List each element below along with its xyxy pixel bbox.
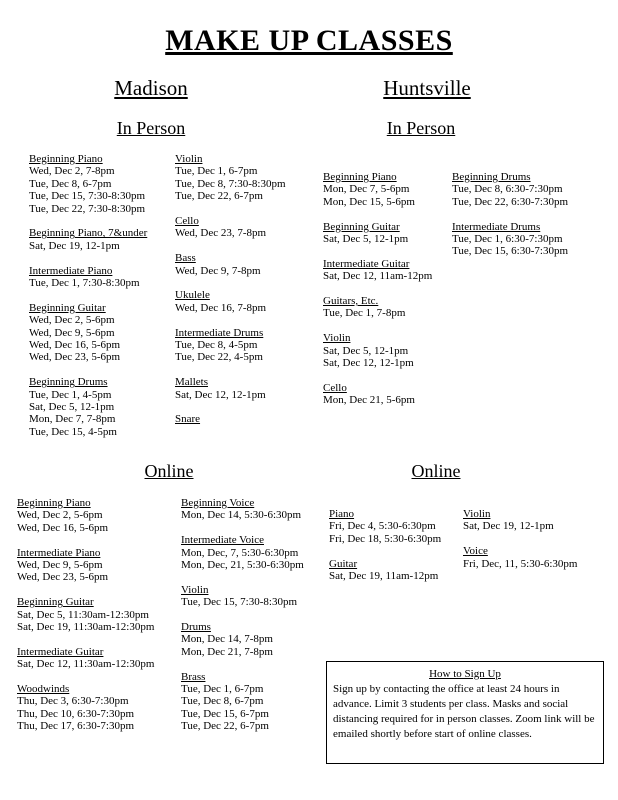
class-time: Tue, Dec 8, 6:30-7:30pm: [452, 183, 563, 196]
class-time: Tue, Dec 8, 6-7pm: [29, 177, 112, 190]
class-group: [323, 221, 432, 246]
class-group: [181, 671, 304, 733]
class-time: Fri, Dec 18, 5:30-6:30pm: [329, 532, 442, 545]
class-time: Sat, Dec 5, 12-1pm: [323, 233, 409, 246]
class-time: Sat, Dec 19, 12-1pm: [29, 239, 120, 252]
class-name: Intermediate Drums: [175, 326, 264, 339]
class-name: Beginning Piano: [323, 171, 397, 183]
class-time: Sat, Dec 5, 12-1pm: [29, 401, 115, 414]
class-group: [181, 497, 304, 522]
class-group: [463, 508, 577, 533]
class-time: Wed, Dec 23, 5-6pm: [29, 351, 121, 364]
class-time: Mon, Dec 21, 7-8pm: [181, 645, 273, 658]
class-group: [181, 534, 304, 571]
class-group: [29, 153, 147, 215]
class-name: Beginning Drums: [29, 376, 108, 389]
class-name: Violin: [181, 583, 209, 596]
huntsville-in-person-heading: In Person: [386, 118, 456, 138]
class-name: Drums: [181, 621, 211, 634]
class-time: Tue, Dec 15, 4-5pm: [29, 425, 117, 438]
class-time: Mon, Dec 7, 7-8pm: [29, 413, 116, 426]
class-group: [323, 332, 432, 369]
class-group: [17, 646, 154, 671]
class-name: Piano: [329, 508, 355, 520]
class-time: Wed, Dec 9, 5-6pm: [17, 559, 103, 572]
class-group: [323, 295, 432, 320]
class-name: Beginning Piano: [29, 153, 103, 165]
class-group: [452, 171, 568, 208]
class-group: [17, 547, 154, 584]
class-group: [29, 302, 147, 364]
madison-heading: Madison: [114, 76, 188, 100]
class-name: Beginning Piano, 7&under: [29, 227, 148, 240]
class-group: [175, 413, 286, 425]
class-group: [29, 227, 147, 252]
class-name: Guitars, Etc.: [323, 295, 379, 308]
class-time: Tue, Dec 1, 7-8pm: [323, 307, 406, 320]
class-group: [329, 558, 441, 583]
huntsville-heading: Huntsville: [383, 76, 471, 100]
class-group: [323, 382, 432, 407]
class-name: Beginning Guitar: [323, 220, 400, 233]
class-name: Violin: [463, 508, 491, 520]
class-time: Tue, Dec 8, 7:30-8:30pm: [175, 177, 286, 190]
class-group: [175, 327, 286, 364]
huntsville-online-col2: [463, 508, 577, 582]
class-time: Tue, Dec 22, 7:30-8:30pm: [29, 202, 146, 215]
class-name: Beginning Voice: [181, 497, 255, 509]
class-time: Tue, Dec 8, 6-7pm: [181, 695, 264, 708]
class-name: Cello: [175, 215, 199, 228]
class-time: Tue, Dec 1, 7:30-8:30pm: [29, 277, 140, 290]
class-group: [17, 683, 154, 733]
class-name: Bass: [175, 252, 196, 265]
class-group: [17, 596, 154, 633]
class-group: [181, 621, 304, 658]
class-name: Beginning Drums: [452, 171, 531, 183]
class-time: Wed, Dec 2, 5-6pm: [17, 509, 103, 522]
class-time: Tue, Dec 1, 4-5pm: [29, 388, 112, 401]
madison-online-col2: [181, 497, 304, 745]
class-group: [323, 171, 432, 208]
class-time: Sat, Dec 5, 12-1pm: [323, 344, 409, 357]
class-time: Mon, Dec 7, 5-6pm: [323, 183, 410, 196]
huntsville-online-heading: Online: [411, 461, 461, 481]
class-group: [17, 497, 154, 534]
class-time: Wed, Dec 2, 7-8pm: [29, 165, 115, 178]
class-group: [175, 215, 286, 240]
class-name: Intermediate Guitar: [17, 645, 104, 658]
class-time: Wed, Dec 23, 5-6pm: [17, 571, 109, 584]
class-time: Tue, Dec 15, 6-7pm: [181, 707, 269, 720]
class-group: [181, 584, 304, 609]
madison-in-person-col1: [29, 153, 147, 451]
madison-in-person-heading: In Person: [116, 118, 186, 138]
class-group: [329, 508, 441, 545]
class-time: Tue, Dec 1, 6:30-7:30pm: [452, 233, 563, 246]
class-name: Voice: [463, 545, 488, 558]
class-group: [175, 289, 286, 314]
class-time: Tue, Dec 15, 7:30-8:30pm: [29, 190, 146, 203]
class-time: Sat, Dec 5, 11:30am-12:30pm: [17, 608, 149, 621]
class-time: Wed, Dec 9, 7-8pm: [175, 264, 261, 277]
class-time: Mon, Dec 14, 5:30-6:30pm: [181, 509, 302, 522]
class-time: Fri, Dec, 11, 5:30-6:30pm: [463, 557, 578, 570]
class-time: Wed, Dec 16, 5-6pm: [17, 521, 109, 534]
class-time: Thu, Dec 3, 6:30-7:30pm: [17, 695, 129, 708]
class-group: [29, 376, 147, 438]
class-name: Beginning Guitar: [17, 596, 94, 609]
class-time: Mon, Dec 15, 5-6pm: [323, 195, 415, 208]
huntsville-in-person-col2: [452, 171, 568, 270]
class-name: Mallets: [175, 376, 208, 389]
signup-box: [326, 661, 604, 764]
signup-heading: How to Sign Up: [429, 668, 501, 680]
class-group: [175, 376, 286, 401]
class-group: [29, 265, 147, 290]
class-time: Fri, Dec 4, 5:30-6:30pm: [329, 520, 436, 533]
class-time: Tue, Dec 22, 6-7pm: [181, 720, 269, 733]
madison-online-col1: [17, 497, 154, 745]
class-group: [323, 258, 432, 283]
class-time: Wed, Dec 16, 7-8pm: [175, 301, 267, 314]
class-time: Wed, Dec 9, 5-6pm: [29, 326, 115, 339]
class-group: [452, 221, 568, 258]
class-time: Tue, Dec 15, 7:30-8:30pm: [181, 596, 298, 609]
class-time: Mon, Dec 21, 5-6pm: [323, 394, 415, 407]
class-name: Violin: [323, 332, 351, 345]
huntsville-online-col1: [329, 508, 441, 595]
class-group: [463, 545, 577, 570]
class-name: Beginning Guitar: [29, 301, 106, 314]
class-name: Intermediate Voice: [181, 534, 264, 547]
class-time: Tue, Dec 1, 6-7pm: [175, 165, 258, 178]
class-time: Sat, Dec 12, 12-1pm: [175, 388, 266, 401]
class-name: Brass: [181, 670, 206, 683]
class-name: Intermediate Drums: [452, 220, 541, 233]
class-name: Woodwinds: [17, 683, 70, 696]
class-time: Wed, Dec 16, 5-6pm: [29, 339, 121, 352]
class-time: Wed, Dec 2, 5-6pm: [29, 314, 115, 327]
class-time: Tue, Dec 15, 6:30-7:30pm: [452, 245, 569, 258]
class-time: Tue, Dec 22, 4-5pm: [175, 351, 263, 364]
class-time: Thu, Dec 17, 6:30-7:30pm: [17, 720, 135, 733]
madison-online-heading: Online: [144, 461, 194, 481]
huntsville-in-person-col1: [323, 171, 432, 419]
class-name: Intermediate Piano: [17, 546, 101, 559]
class-time: Mon, Dec 14, 7-8pm: [181, 633, 273, 646]
signup-text: Sign up by contacting the office at least 24 hours in advance. Limit 3 students per class. Masks and social distancing required for in person classes. Zoom link will be emailed shortly before start of online classes.: [333, 683, 595, 740]
class-time: Thu, Dec 10, 6:30-7:30pm: [17, 707, 135, 720]
class-time: Tue, Dec 22, 6-7pm: [175, 190, 263, 203]
class-name: Guitar: [329, 557, 358, 570]
class-time: Tue, Dec 1, 6-7pm: [181, 683, 264, 696]
class-name: Cello: [323, 381, 347, 394]
class-time: Tue, Dec 22, 6:30-7:30pm: [452, 195, 569, 208]
class-time: Sat, Dec 12, 11:30am-12:30pm: [17, 658, 155, 671]
page-title: MAKE UP CLASSES: [165, 24, 453, 57]
class-name: Intermediate Piano: [29, 264, 113, 277]
class-group: [175, 252, 286, 277]
class-time: Tue, Dec 8, 4-5pm: [175, 339, 258, 352]
class-time: Sat, Dec 19, 11:30am-12:30pm: [17, 621, 155, 634]
class-name: Ukulele: [175, 289, 210, 302]
class-time: Mon, Dec, 7, 5:30-6:30pm: [181, 546, 299, 559]
class-time: Sat, Dec 12, 12-1pm: [323, 357, 414, 370]
class-time: Sat, Dec 19, 12-1pm: [463, 520, 554, 533]
class-name: Intermediate Guitar: [323, 257, 410, 270]
class-name: Violin: [175, 153, 203, 165]
class-time: Sat, Dec 19, 11am-12pm: [329, 570, 439, 583]
class-group: [175, 153, 286, 203]
class-name: Beginning Piano: [17, 497, 91, 509]
class-time: Sat, Dec 12, 11am-12pm: [323, 270, 433, 283]
class-time: Wed, Dec 23, 7-8pm: [175, 227, 267, 240]
class-time: Mon, Dec, 21, 5:30-6:30pm: [181, 559, 304, 572]
class-name: Snare: [175, 413, 201, 426]
madison-in-person-col2: [175, 153, 286, 438]
